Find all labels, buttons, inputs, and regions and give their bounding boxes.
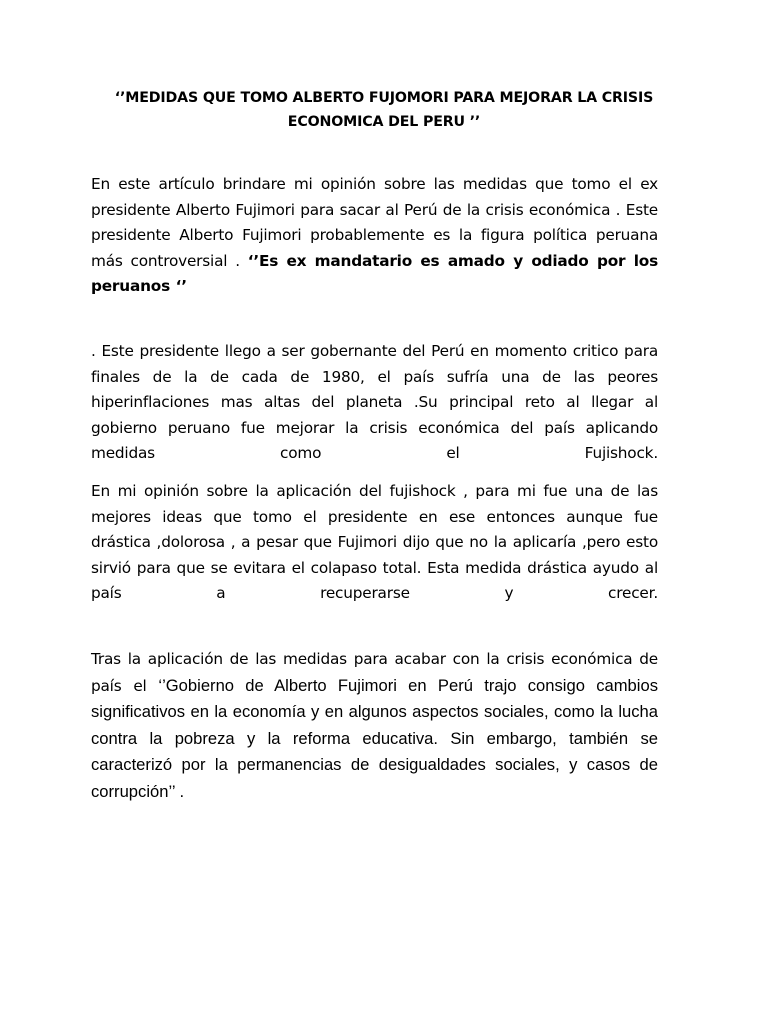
- paragraph-opinion: [91, 479, 658, 632]
- title-line-2: ECONOMICA DEL PERU ’’: [287, 114, 481, 130]
- paragraph-intro-quote: ‘’Es ex mandatario es amado y odiado por los peruanos ‘’: [91, 251, 658, 295]
- paragraph-intro-text: En este artículo brindare mi opinión sobre las medidas que tomo el ex presidente Alberto Fujimori para sacar al Perú de la crisis económica . Este presidente Alberto Fujimori probablemente es la figura política peruana más controversial .: [91, 175, 658, 270]
- paragraph-context-text: . Este presidente llego a ser gobernante del Perú en momento critico para finales de la de cada de 1980, el país sufría una de las peores hiperinflaciones mas altas del planeta .Su principal reto al llegar al gobierno peruano fue mejorar la crisis económica del país aplicando medidas como el Fujishock.: [91, 342, 658, 462]
- paragraph-context: [91, 339, 658, 492]
- paragraph-intro: [91, 172, 658, 300]
- title-line-1: ‘’MEDIDAS QUE TOMO ALBERTO FUJOMORI PARA MEJORAR LA CRISIS: [114, 90, 654, 106]
- document-title: [96, 86, 672, 134]
- paragraph-conclusion: [91, 647, 658, 805]
- paragraph-opinion-text: En mi opinión sobre la aplicación del fujishock , para mi fue una de las mejores ideas que tomo el presidente en ese entonces aunque fue drástica ,dolorosa , a pesar que Fujimori dijo que no la aplicaría ,pero esto sirvió para que se evitara el colapaso total. Esta medida drástica ayudo al país a recuperarse y crecer.: [91, 482, 658, 602]
- paragraph-conclusion-quote: ‘’Gobierno de Alberto Fujimori en Perú trajo consigo cambios significativos en la economía y en algunos aspectos sociales, como la lucha contra la pobreza y la reforma educativa. Sin embargo, también se caracterizó por la permanencias de desigualdades sociales, y casos de corrupción’’ .: [91, 675, 658, 801]
- paragraph-conclusion-intro: Tras la aplicación de las medidas para acabar con la crisis económica de país el: [91, 650, 658, 695]
